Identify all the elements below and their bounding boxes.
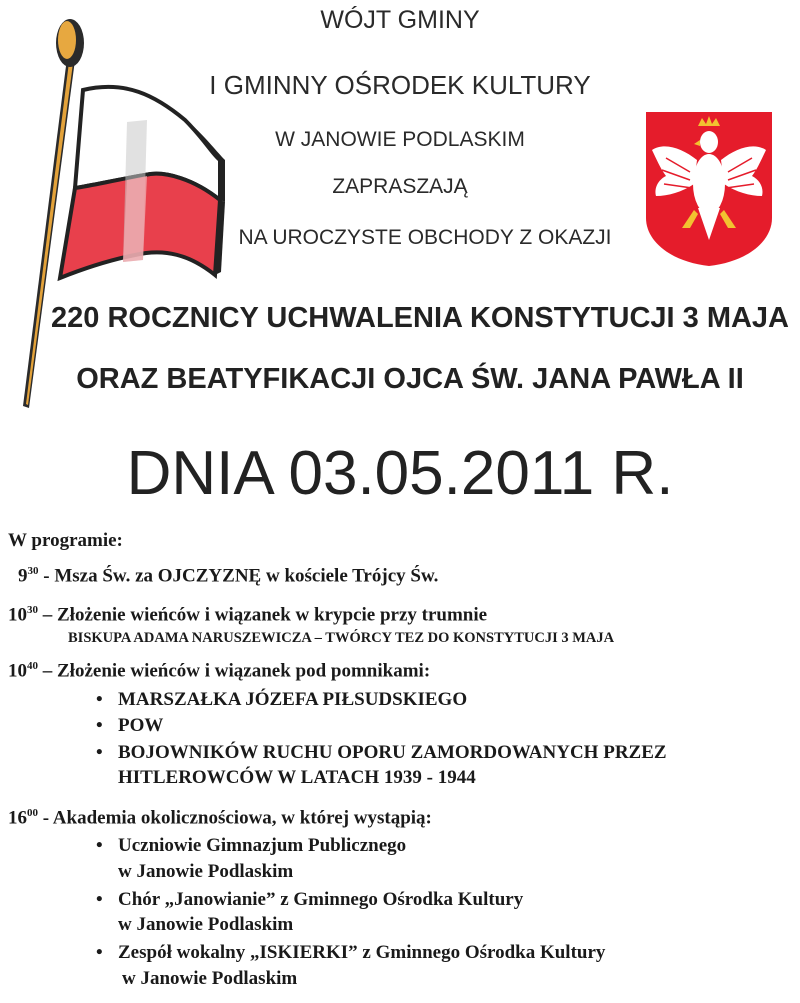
item-2-text: – Złożenie wieńców i wiązanek w krypcie przy trumnie [42, 604, 488, 626]
program-item-3 [8, 660, 430, 682]
item-3-bullet-3: • BOJOWNIKÓW RUCHU OPORU ZAMORDOWANYCH PRZEZ [96, 742, 667, 763]
item-2-minutes: 30 [27, 604, 38, 616]
item-3-bullet-3-cont: HITLEROWCÓW W LATACH 1939 - 1944 [118, 767, 476, 788]
item-3-minutes: 40 [27, 660, 38, 672]
header-line-3: W JANOWIE PODLASKIM [275, 128, 525, 151]
event-title: 220 ROCZNICY UCHWALENIA KONSTYTUCJI 3 MAJA [51, 302, 789, 334]
item-3-bullet-2: • POW [96, 715, 164, 736]
item-4-hour: 16 [8, 807, 27, 829]
header-line-4: ZAPRASZAJĄ [332, 175, 468, 198]
item-4-bullet-1: • Uczniowie Gimnazjum Publicznego [96, 835, 407, 856]
program-item-2 [8, 604, 487, 626]
header-line-1: WÓJT GMINY [320, 6, 480, 34]
item-4-bullet-1-cont: w Janowie Podlaskim [118, 861, 294, 882]
item-3-hour: 10 [8, 660, 27, 682]
item-4-bullet-2: • Chór „Janowianie” z Gminnego Ośrodka Kultury [96, 889, 524, 910]
bullet-text: POW [118, 715, 164, 736]
event-subtitle: ORAZ BEATYFIKACJI OJCA ŚW. JANA PAWŁA II [76, 363, 744, 395]
header-line-2: I GMINNY OŚRODEK KULTURY [209, 70, 591, 100]
bullet-text: BOJOWNIKÓW RUCHU OPORU ZAMORDOWANYCH PRZEZ [118, 742, 667, 763]
item-3-text: – Złożenie wieńców i wiązanek pod pomnikami: [42, 660, 431, 682]
bullet-text: Chór „Janowianie” z Gminnego Ośrodka Kultury [118, 889, 524, 910]
program-item-4 [8, 807, 432, 829]
item-2-subline: BISKUPA ADAMA NARUSZEWICZA – TWÓRCY TEZ DO KONSTYTUCJI 3 MAJA [68, 630, 615, 646]
bullet-text: MARSZAŁKA JÓZEFA PIŁSUDSKIEGO [118, 689, 468, 710]
item-1-minutes: 30 [27, 565, 39, 577]
bullet-text: Uczniowie Gimnazjum Publicznego [118, 835, 407, 856]
item-1-hour: 9 [18, 565, 28, 587]
item-4-text: - Akademia okolicznościowa, w której wystąpią: [42, 807, 432, 829]
header-line-5: NA UROCZYSTE OBCHODY Z OKAZJI [238, 226, 612, 249]
program-item-1 [18, 565, 438, 587]
bullet-text: Zespół wokalny „ISKIERKI” z Gminnego Ośrodka Kultury [118, 942, 606, 963]
item-1-text: - Msza Św. za OJCZYZNĘ w kościele Trójcy Św. [43, 565, 439, 587]
item-2-hour: 10 [8, 604, 27, 626]
event-date: DNIA 03.05.2011 R. [126, 439, 674, 508]
item-4-bullet-3-cont: w Janowie Podlaskim [122, 968, 298, 989]
item-4-bullet-2-cont: w Janowie Podlaskim [118, 914, 294, 935]
item-3-bullet-1: • MARSZAŁKA JÓZEFA PIŁSUDSKIEGO [96, 689, 468, 710]
polish-eagle-emblem [642, 110, 776, 268]
program-heading: W programie: [8, 530, 123, 551]
item-4-bullet-3: • Zespół wokalny „ISKIERKI” z Gminnego Ośrodka Kultury [96, 942, 606, 963]
item-4-minutes: 00 [27, 807, 38, 819]
